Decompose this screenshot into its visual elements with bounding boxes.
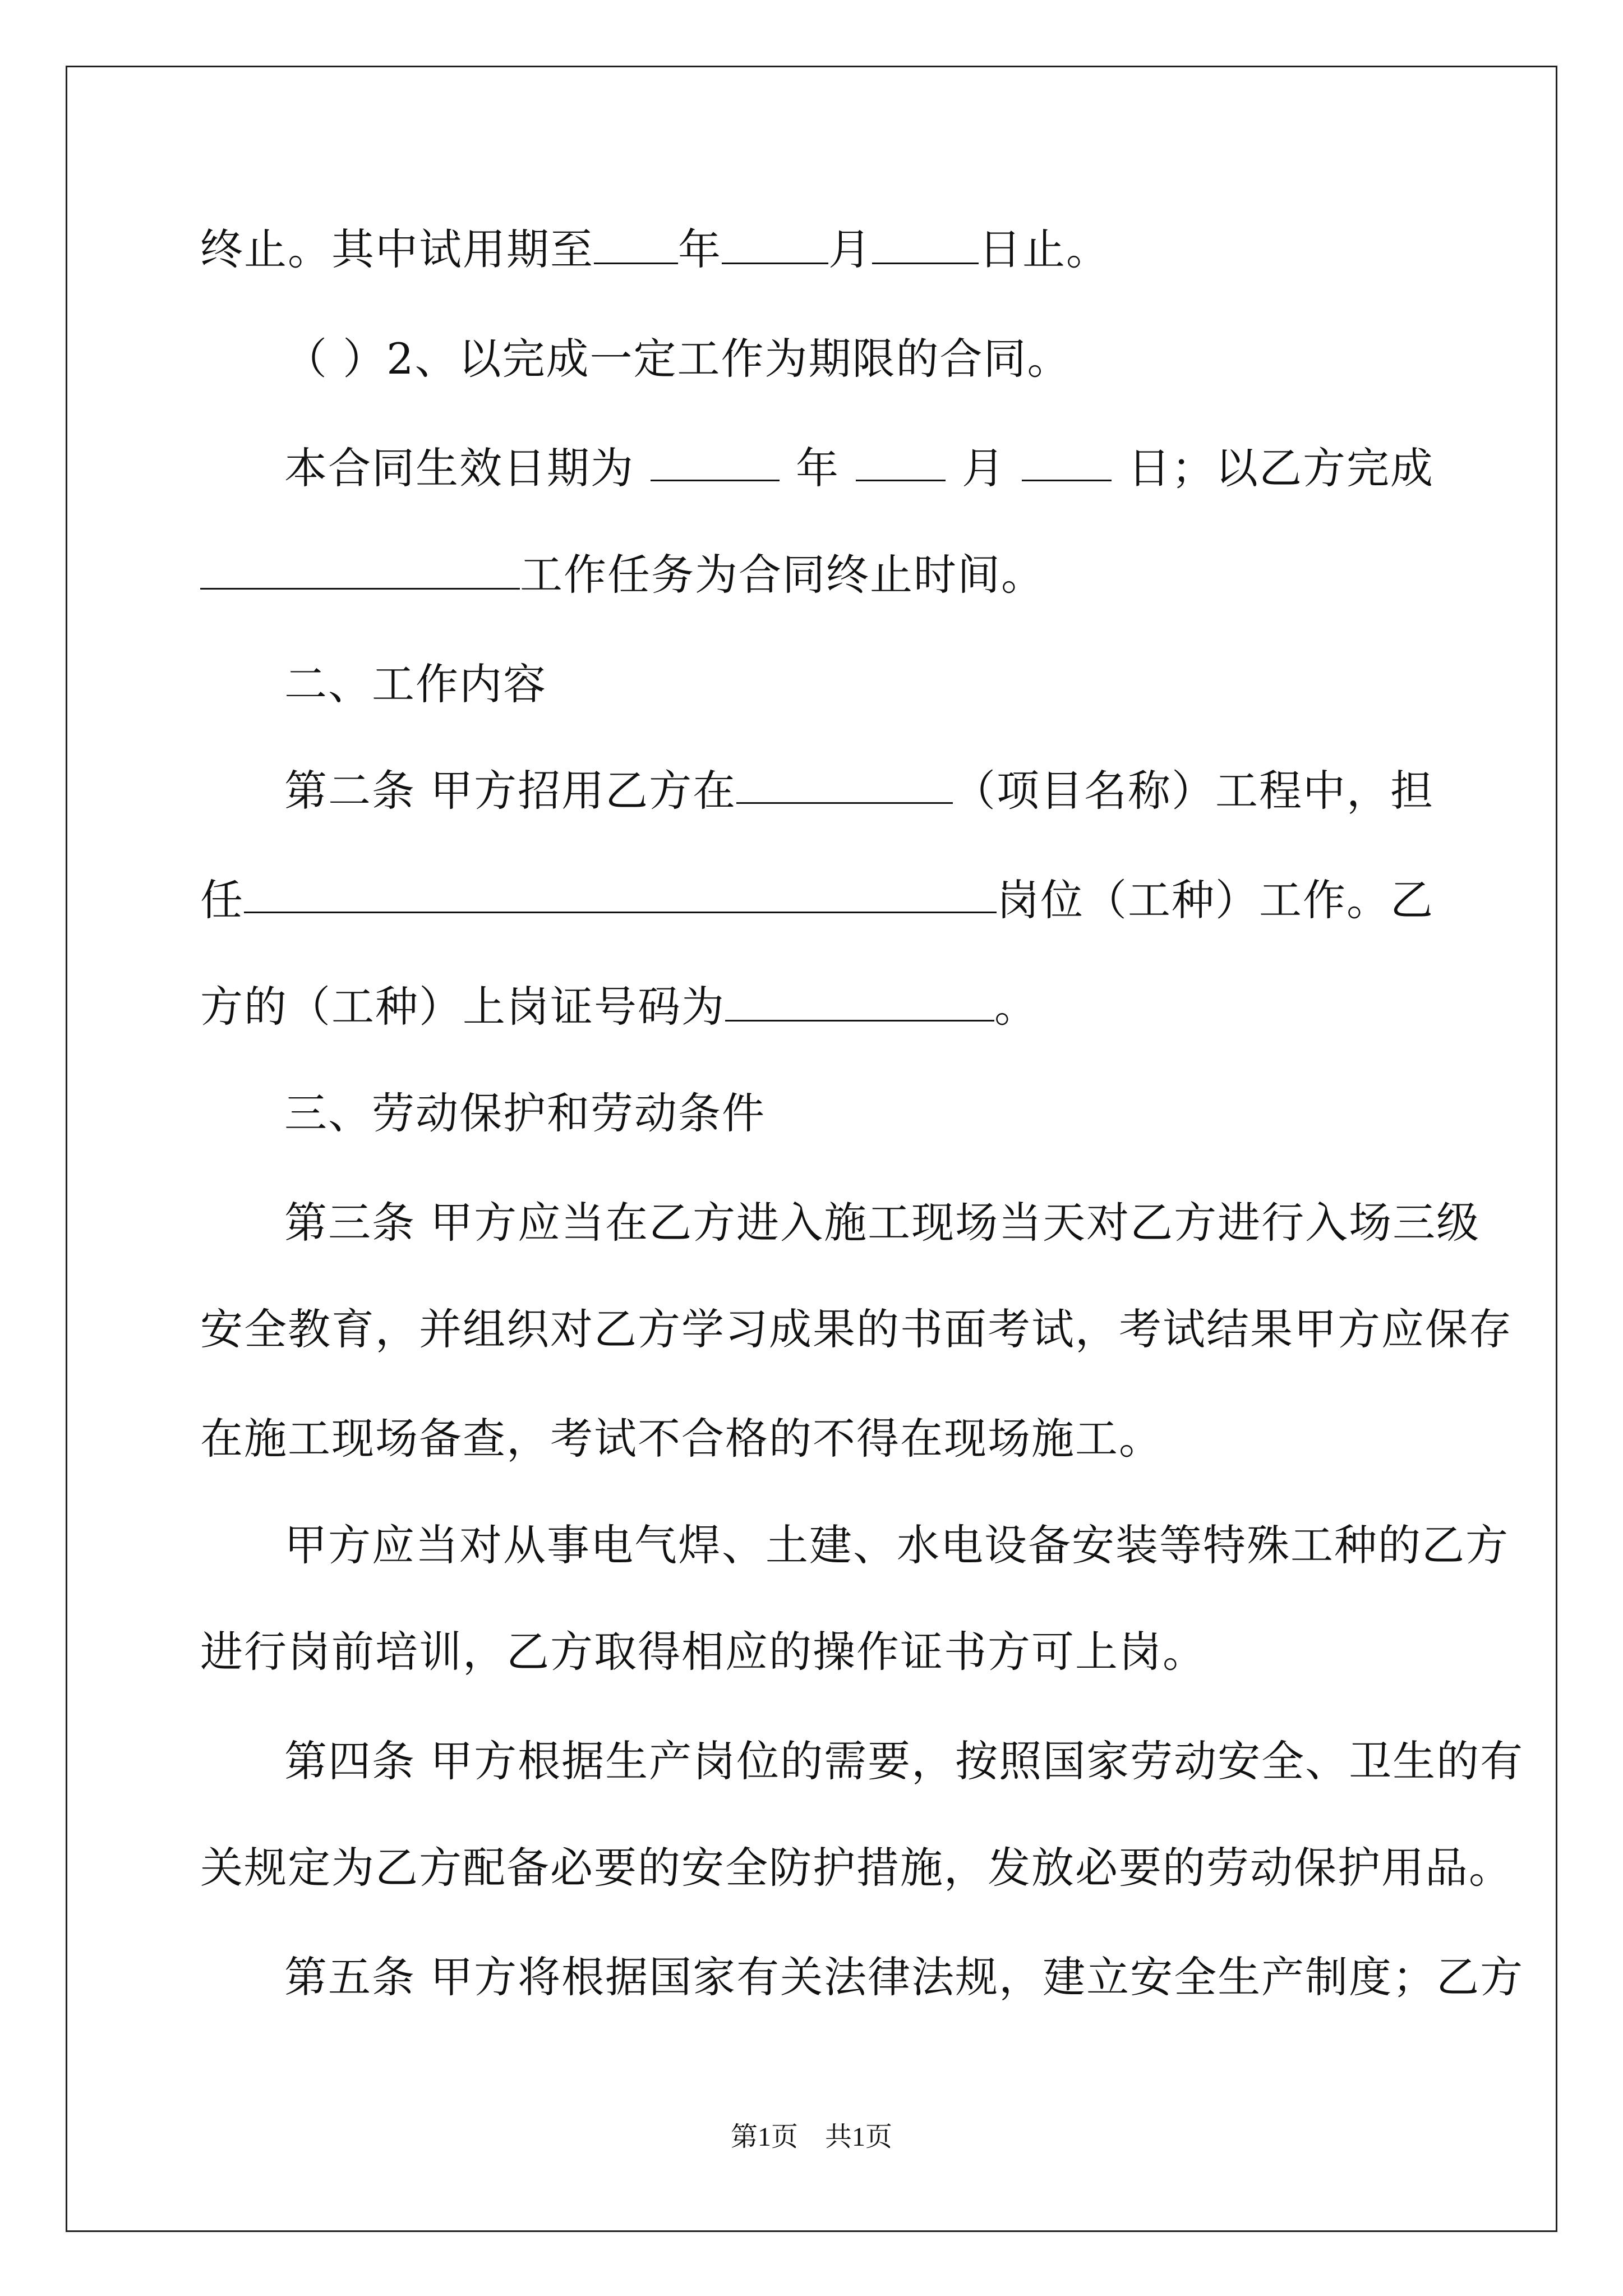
text-line: 第三条 甲方应当在乙方进入施工现场当天对乙方进行入场三级: [284, 1198, 1481, 1248]
page-total: 共1页: [825, 2122, 893, 2152]
text-line: 方的（工种）上岗证号码为 。: [200, 982, 1038, 1032]
text-line: 工作任务为合同终止时间。: [200, 547, 1434, 603]
text-line: 在施工现场备查，考试不合格的不得在现场施工。: [200, 1414, 1163, 1464]
text-line: 甲方应当对从事电气焊、土建、水电设备安装等特殊工种的乙方: [284, 1520, 1509, 1570]
text-line: 关规定为乙方配备必要的安全防护措施，发放必要的劳动保护用品。: [200, 1843, 1513, 1893]
text-line: （ ）2、以完成一定工作为期限的合同。: [284, 334, 1071, 384]
text-line: 第二条 甲方招用乙方在 （项目名称）工程中，担: [200, 763, 1434, 819]
text-line: 终止。其中试用期至 年 月 日止。: [200, 224, 1110, 274]
text-line: 安全教育，并组织对乙方学习成果的书面考试，考试结果甲方应保存: [200, 1304, 1513, 1354]
text-line: 进行岗前培训，乙方取得相应的操作证书方可上岗。: [200, 1627, 1206, 1677]
section-heading: 三、劳动保护和劳动条件: [284, 1088, 766, 1138]
page-number: 第1页: [730, 2122, 798, 2152]
text-line: 任 岗位（工种）工作。乙: [200, 872, 1434, 928]
page-footer: [0, 2120, 1623, 2154]
page-border: [66, 66, 1557, 2232]
text-line: 第四条 甲方根据生产岗位的需要，按照国家劳动安全、卫生的有: [284, 1736, 1524, 1786]
section-heading: 二、工作内容: [284, 659, 547, 709]
text-line: 第五条 甲方将根据国家有关法律法规，建立安全生产制度；乙方: [284, 1952, 1524, 2002]
text-line: 本合同生效日期为 年 月 日；以乙方完成: [200, 440, 1434, 496]
